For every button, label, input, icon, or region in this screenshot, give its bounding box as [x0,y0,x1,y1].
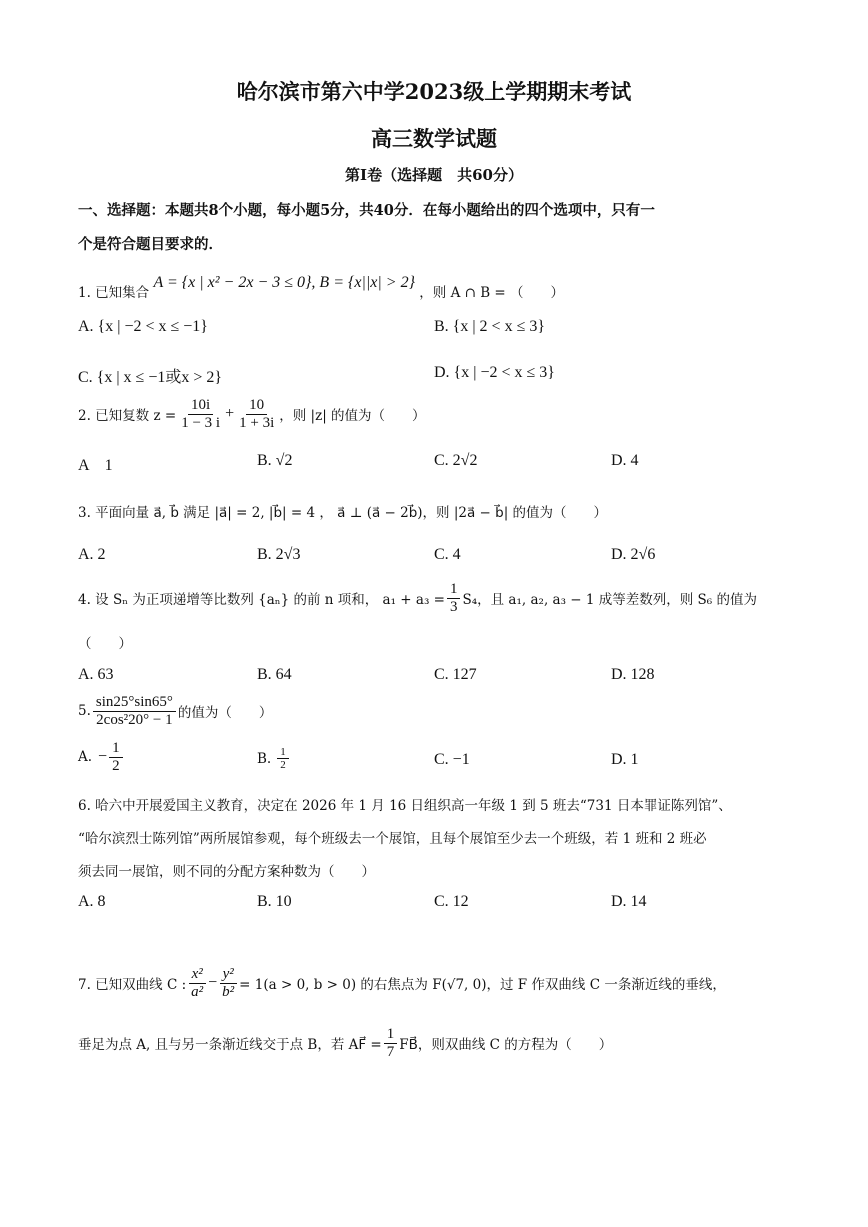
question-4-text-a: 4. 设 Sₙ 为正项递增等比数列 {aₙ} 的前 n 项和， a₁ + a₃ = [78,592,445,608]
question-2-prefix: 2. 已知复数 z = [78,408,177,424]
question-4-text-b: S₄，且 a₁, a₂, a₃ − 1 成等差数列，则 S₆ 的值为 [462,592,757,608]
question-2-option-c: C. 2√2 [434,452,478,469]
question-5-option-b [257,746,291,771]
fraction-denominator: 2 [280,759,286,772]
question-1-expression: A = {x | x² − 2x − 3 ≤ 0}, B = {x||x| > 2} [153,274,415,291]
question-1-suffix: ，则 A ∩ B = （ ） [419,285,565,301]
fraction-numerator: 1 [384,1026,398,1044]
option-fraction [277,746,289,771]
fraction-numerator: y² [220,966,237,984]
question-6-option-b: B. 10 [257,893,292,910]
question-5-prefix: 5. [78,703,91,719]
question-7-line1: 7. 已知双曲线 C : $\frac{\text{x²}}{\text{a²}}$ − $\frac{\text{y²}}{\text{b²}}$ = 1(a > 0, b > 0) 的右焦点为 F(√7, 0)，过 F 作双曲线 C 一条渐近线的垂线， [78,966,726,1000]
option-label: A. [78,749,93,765]
fraction-denominator: 1 − 3 i [181,414,221,431]
question-6-option-a: A. 8 [78,893,106,910]
question-2-option-b: B. √2 [257,452,293,469]
question-2-fraction-1 [178,397,223,431]
section-instructions-line1: 一、选择题：本题共8个小题，每小题5分，共40分．在每小题给出的四个选项中，只有一 [78,202,655,219]
fraction-numerator: 1 [109,740,123,758]
fraction-numerator: 10 [246,397,267,415]
question-3-option-d: D. 2√6 [611,546,656,563]
question-1-option-d: D. {x | −2 < x ≤ 3} [434,364,555,381]
question-1-option-c: C. {x | x ≤ −1或x > 2} [78,369,223,386]
fraction-denominator: 3 [449,598,458,615]
question-3-option-a: A. 2 [78,546,106,563]
question-2-option-d: D. 4 [611,452,639,469]
fraction-numerator: 1 [447,581,461,599]
fraction-denominator: a² [191,983,204,1000]
question-5-suffix: 的值为（ ） [177,705,273,721]
question-6-line2: “哈尔滨烈士陈列馆”两所展馆参观，每个班级去一个展馆，且每个展馆至少去一个班级，若 1 班和 2 班必 [78,831,707,847]
question-7-line2-b: FB⃗，则双曲线 C 的方程为（ ） [399,1037,613,1053]
question-7-fraction-ratio [384,1026,398,1060]
fraction-denominator: 7 [386,1043,395,1060]
exam-title: 哈尔滨市第六中学2023级上学期期末考试 [236,79,632,104]
question-4-option-c: C. 127 [434,666,477,683]
question-5-fraction [93,694,176,728]
question-4-option-d: D. 128 [611,666,655,683]
fraction-numerator: 1 [277,746,289,759]
question-4-option-b: B. 64 [257,666,292,683]
question-7-line2-a: 垂足为点 A, 且与另一条渐近线交于点 B，若 AF⃗ = [78,1037,382,1053]
question-6-option-c: C. 12 [434,893,469,910]
fraction-numerator: 10i [188,397,213,415]
question-6-line3: 须去同一展馆，则不同的分配方案种数为（ ） [78,864,375,880]
question-7-mid: = 1(a > 0, b > 0) 的右焦点为 F(√7, 0)，过 F 作双曲线 C 一条渐近线的垂线， [239,977,726,993]
question-5-option-a [78,740,125,774]
part-heading: 第Ⅰ卷（选择题 共60分） [345,166,523,184]
question-3-option-c: C. 4 [434,546,461,563]
fraction-numerator: sin25°sin65° [93,694,176,712]
fraction-numerator: x² [189,966,206,984]
fraction-denominator: 2cos²20° − 1 [96,711,173,728]
question-4-option-a: A. 63 [78,666,114,683]
question-2-option-a: A 1 [78,457,113,474]
question-1 [78,274,565,302]
fraction-denominator: 2 [112,757,120,774]
question-7-prefix: 7. 已知双曲线 C : [78,977,187,993]
option-label: B. [257,750,272,767]
question-4-line2: （ ） [78,636,132,652]
question-2: 2. 已知复数 z = $\frac{10i}{1 - 3 i}$ + $\frac{10}{1 + 3i}$ ，则 |z| 的值为（ ） [78,397,426,431]
question-4 [78,581,757,615]
question-1-option-a: A. {x | −2 < x ≤ −1} [78,318,208,335]
question-6-option-d: D. 14 [611,893,647,910]
fraction-denominator: 1 + 3i [239,414,275,431]
question-7-line2 [78,1026,612,1060]
question-5 [78,694,272,728]
minus-sign: − [98,748,108,765]
question-5-option-c: C. −1 [434,751,470,768]
question-4-fraction [447,581,461,615]
question-2-fraction-2 [236,397,277,431]
question-3: 3. 平面向量 a⃗, b⃗ 满足 |a⃗| = 2, |b⃗| = 4 ， a⃗ ⊥ (a⃗ − 2b⃗)，则 |2a⃗ − b⃗| 的值为（ ） [78,505,608,521]
question-3-option-b: B. 2√3 [257,546,301,563]
question-7-fraction-y [219,966,237,1000]
option-fraction [109,740,123,774]
question-1-prefix: 1. 已知集合 [78,285,150,301]
fraction-denominator: b² [222,983,235,1000]
exam-subtitle: 高三数学试题 [371,126,497,151]
question-7-fraction-x [188,966,206,1000]
section-instructions-line2: 个是符合题目要求的． [78,236,223,253]
question-2-suffix: ，则 |z| 的值为（ ） [279,408,426,424]
question-1-option-b: B. {x | 2 < x ≤ 3} [434,318,546,335]
question-6-line1: 6. 哈六中开展爱国主义教育，决定在 2026 年 1 月 16 日组织高一年级 1 到 5 班去“731 日本罪证陈列馆”、 [78,798,732,814]
question-5-option-d: D. 1 [611,751,639,768]
